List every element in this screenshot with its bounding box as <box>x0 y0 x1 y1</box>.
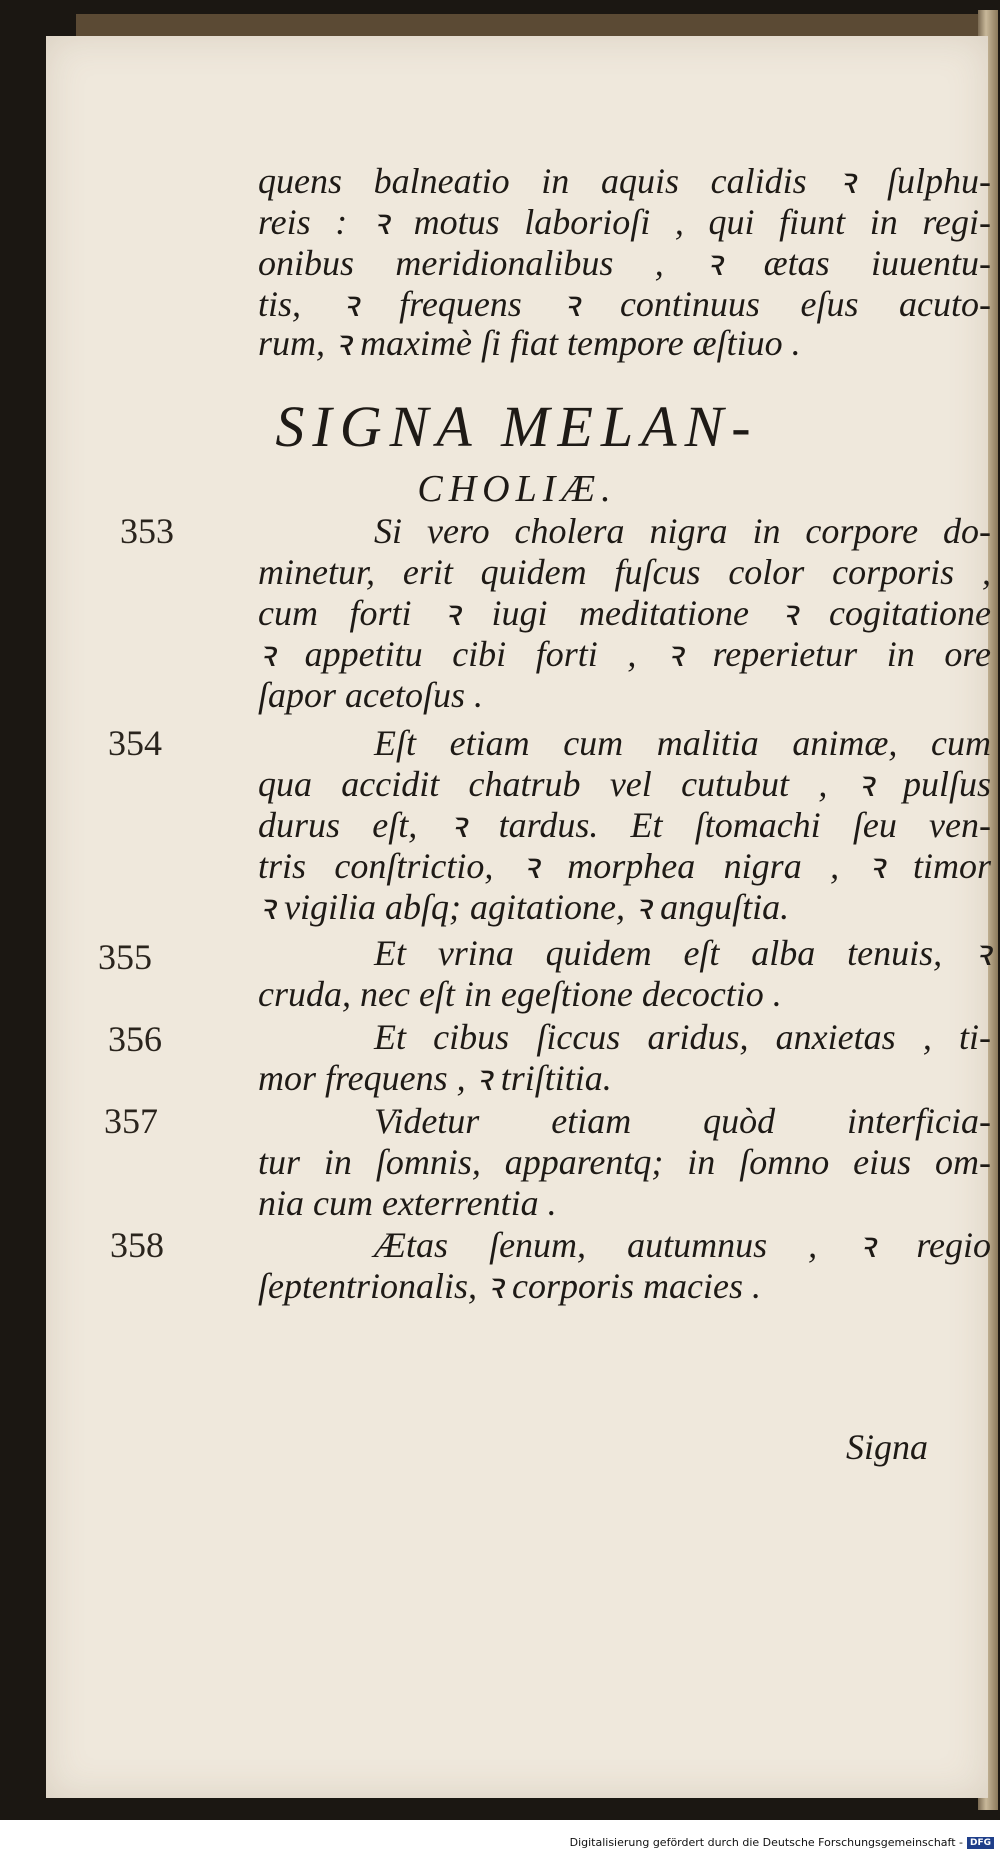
text-line: ꝛ appetitu cibi forti , ꝛ reperietur in ore <box>258 634 991 674</box>
text-line: Ætas ſenum, autumnus , ꝛ regio <box>374 1225 991 1265</box>
paragraph-number: 356 <box>108 1019 162 1059</box>
text-line: ꝛ vigilia abſq; agitatione, ꝛ anguſtia. <box>258 887 790 927</box>
text-line: onibus meridionalibus , ꝛ ætas iuuentu- <box>258 243 991 283</box>
text-line: Et vrina quidem eſt alba tenuis, ꝛ <box>374 933 991 973</box>
text-line: durus eſt, ꝛ tardus. Et ſtomachi ſeu ven- <box>258 805 991 845</box>
text-line: tis, ꝛ frequens ꝛ continuus eſus acuto- <box>258 284 991 324</box>
text-line: ſeptentrionalis, ꝛ corporis macies . <box>258 1266 762 1306</box>
page-text <box>46 36 991 1798</box>
paragraph-number: 354 <box>108 723 162 763</box>
text-line: Et cibus ſiccus aridus, anxietas , ti- <box>374 1017 991 1057</box>
section-subheading: CHOLIÆ. <box>417 468 617 510</box>
text-line: ſapor acetoſus . <box>258 675 483 715</box>
text-line: reis : ꝛ motus laborioſi , qui fiunt in regi- <box>258 202 991 242</box>
text-line: tris conſtrictio, ꝛ morphea nigra , ꝛ timor <box>258 846 991 886</box>
footer-text: Digitalisierung gefördert durch die Deutsche Forschungsgemeinschaft - <box>569 1836 963 1849</box>
text-line: tur in ſomnis, apparentq; in ſomno eius om- <box>258 1142 991 1182</box>
text-line: minetur, erit quidem fuſcus color corporis , <box>258 552 991 592</box>
paragraph-number: 358 <box>110 1225 164 1265</box>
book-page <box>46 36 991 1798</box>
text-line: rum, ꝛ maximè ſi fiat tempore æſtiuo . <box>258 323 801 363</box>
text-line: Videtur etiam quòd interficia- <box>374 1101 991 1141</box>
dfg-logo: DFG <box>967 1837 994 1849</box>
text-line: qua accidit chatrub vel cutubut , ꝛ pulſus <box>258 764 991 804</box>
section-heading: SIGNA MELAN- <box>275 394 759 459</box>
text-line: Si vero cholera nigra in corpore do- <box>374 511 991 551</box>
text-line: nia cum exterrentia . <box>258 1183 557 1223</box>
paragraph-number: 355 <box>98 937 152 977</box>
text-line: cum forti ꝛ iugi meditatione ꝛ cogitatione <box>258 593 991 633</box>
paragraph-number: 357 <box>104 1101 158 1141</box>
text-line: Eſt etiam cum malitia animæ, cum <box>374 723 991 763</box>
catchword: Signa <box>846 1427 929 1467</box>
paragraph-number: 353 <box>120 511 174 551</box>
text-line: cruda, nec eſt in egeſtione decoctio . <box>258 974 782 1014</box>
text-line: quens balneatio in aquis calidis ꝛ ſulphu- <box>258 161 991 201</box>
text-line: mor frequens , ꝛ triſtitia. <box>258 1058 612 1098</box>
digitization-credit <box>570 1836 994 1849</box>
